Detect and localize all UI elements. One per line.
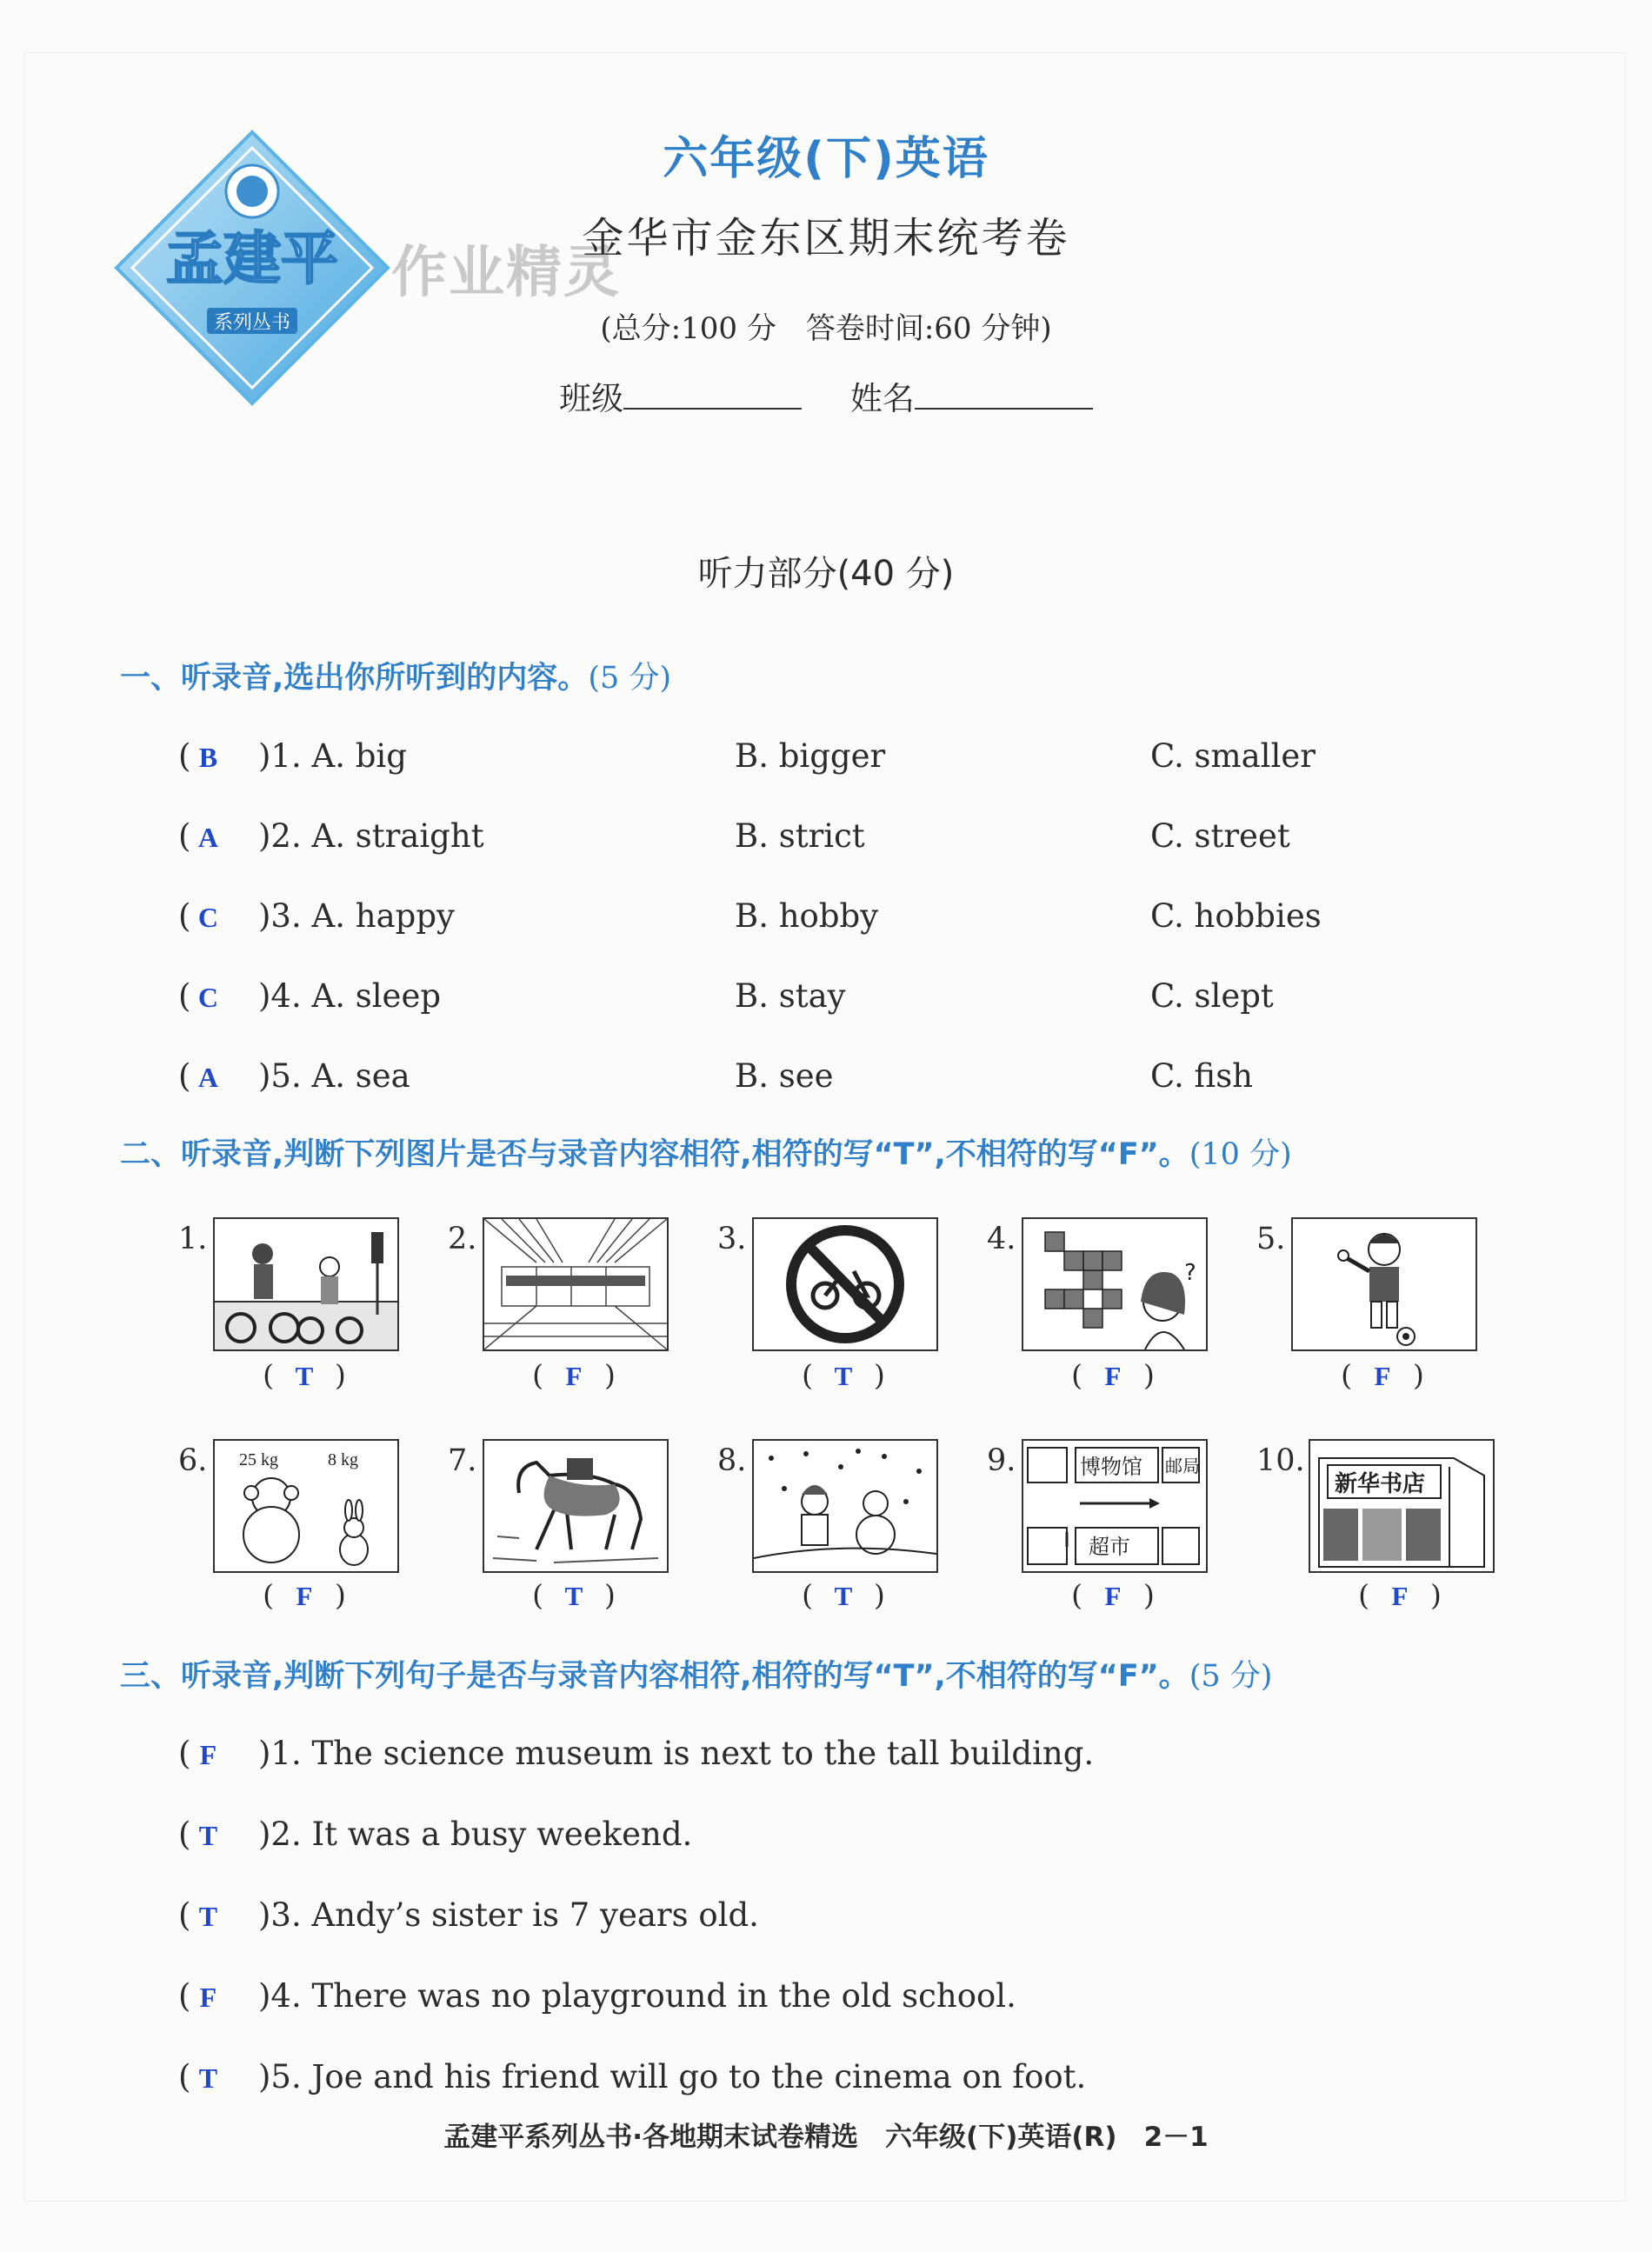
section3-title: 三、听录音,判断下列句子是否与录音内容相符,相符的写“T”,不相符的写“F”。(5 分): [120, 1659, 1273, 1694]
section3-question: [178, 1816, 1569, 1859]
option-c: C. smaller: [1150, 737, 1316, 775]
option-c: C. slept: [1150, 977, 1274, 1015]
subway-station-icon: [483, 1217, 669, 1351]
bookstore-icon: [1309, 1439, 1495, 1573]
section1-question: [178, 977, 1569, 1021]
statement-text: )1. The science museum is next to the tall building.: [258, 1735, 1095, 1772]
supermarket-label: 超市: [1089, 1535, 1130, 1559]
street-map-icon: [1022, 1439, 1208, 1573]
section1-question: [178, 737, 1569, 781]
section1-question: [178, 1057, 1569, 1101]
svg-text:?: ?: [1184, 1260, 1196, 1286]
section2-title: 二、听录音,判断下列图片是否与录音内容相符,相符的写“T”,不相符的写“F”。(10 分): [120, 1137, 1292, 1172]
answer-mark: A: [197, 1062, 218, 1093]
picture-answer: ( F ): [532, 1358, 616, 1392]
picture-answer: ( F ): [1358, 1578, 1442, 1612]
answer-paren: ( T: [178, 1896, 258, 1934]
crossword-girl-icon: [1022, 1217, 1208, 1351]
section3-question: [178, 1735, 1569, 1778]
option-a: )4. A. sleep: [258, 977, 442, 1015]
picture-answer: ( T ): [802, 1578, 885, 1612]
exam-subtitle: 金华市金东区期末统考卷: [582, 214, 1070, 263]
name-fields: [0, 372, 1652, 419]
horse-riding-icon: [483, 1439, 669, 1573]
section1-question: [178, 817, 1569, 861]
answer-paren: ( F: [178, 1977, 258, 2015]
answer-paren: ( A: [178, 817, 258, 855]
watermark: 作业精灵: [391, 241, 621, 305]
monkey-rabbit-icon: [213, 1439, 399, 1573]
option-b: B. strict: [735, 817, 865, 855]
name-blank[interactable]: [915, 376, 1093, 410]
picture-answer: ( F ): [1071, 1578, 1155, 1612]
section1-question: [178, 897, 1569, 941]
picture-answer: ( F ): [1341, 1358, 1424, 1392]
statement-text: )5. Joe and his friend will go to the cinema on foot.: [258, 2058, 1087, 2095]
option-a: )5. A. sea: [258, 1057, 410, 1095]
section3-question: [178, 1896, 1569, 1940]
answer-mark: F: [199, 1982, 217, 2013]
answer-mark: B: [198, 742, 218, 773]
name-label: 姓名: [849, 380, 915, 417]
picture-number: 3.: [717, 1222, 747, 1256]
post-office-label: 邮局: [1165, 1456, 1200, 1476]
answer-paren: ( F: [178, 1735, 258, 1772]
answer-paren: ( T: [178, 2058, 258, 2095]
answer-paren: ( B: [178, 737, 258, 775]
statement-text: )4. There was no playground in the old school.: [258, 1977, 1016, 2015]
option-b: B. hobby: [735, 897, 879, 935]
statement-text: )3. Andy’s sister is 7 years old.: [258, 1896, 759, 1934]
no-bicycle-icon: [752, 1217, 938, 1351]
picture-number: 7.: [448, 1443, 477, 1478]
statement-text: )2. It was a busy weekend.: [258, 1816, 693, 1853]
page-footer: 孟建平系列丛书·各地期末试卷精选 六年级(下)英语(R) 2－1: [443, 2122, 1209, 2153]
answer-paren: ( C: [178, 977, 258, 1015]
picture-number: 8.: [717, 1443, 747, 1478]
picture-answer: ( T ): [532, 1578, 616, 1612]
picture-answer: ( T ): [802, 1358, 885, 1392]
answer-mark: T: [198, 1901, 218, 1932]
logo-subtext: 系列丛书: [213, 312, 291, 334]
score-info: (总分:100 分 答卷时间:60 分钟): [600, 311, 1052, 346]
picture-number: 1.: [178, 1222, 208, 1256]
picture-number: 5.: [1256, 1222, 1286, 1256]
page-title: 六年级(下)英语: [663, 133, 989, 185]
picture-answer: ( F ): [1071, 1358, 1155, 1392]
picture-answer: ( T ): [263, 1358, 346, 1392]
picture-number: 2.: [448, 1222, 477, 1256]
snowman-icon: [752, 1439, 938, 1573]
section3-question: [178, 1977, 1569, 2021]
answer-mark: C: [197, 902, 218, 933]
cyclists-icon: [213, 1217, 399, 1351]
answer-paren: ( C: [178, 897, 258, 935]
option-b: B. bigger: [735, 737, 886, 775]
monkey-weight-label: 25 kg: [239, 1450, 278, 1469]
picture-number: 6.: [178, 1443, 208, 1478]
option-b: B. stay: [735, 977, 846, 1015]
option-a: )2. A. straight: [258, 817, 484, 855]
section3-question: [178, 2058, 1569, 2102]
option-c: C. street: [1150, 817, 1290, 855]
picture-number: 4.: [987, 1222, 1016, 1256]
picture-number: 9.: [987, 1443, 1016, 1478]
option-c: C. fish: [1150, 1057, 1254, 1095]
answer-mark: F: [199, 1739, 217, 1770]
part-title: 听力部分(40 分): [697, 554, 955, 594]
class-blank[interactable]: [623, 376, 802, 410]
answer-mark: C: [197, 982, 218, 1013]
option-b: B. see: [735, 1057, 834, 1095]
class-label: 班级: [559, 380, 624, 417]
answer-paren: ( T: [178, 1816, 258, 1853]
answer-mark: T: [198, 2062, 218, 2094]
option-a: )3. A. happy: [258, 897, 455, 935]
section1-title: 一、听录音,选出你所听到的内容。(5 分): [120, 661, 672, 696]
football-boy-icon: [1291, 1217, 1477, 1351]
answer-mark: T: [198, 1820, 218, 1851]
picture-number: 10.: [1256, 1443, 1305, 1478]
picture-answer: ( F ): [263, 1578, 346, 1612]
rabbit-weight-label: 8 kg: [328, 1450, 358, 1469]
answer-paren: ( A: [178, 1057, 258, 1095]
option-a: )1. A. big: [258, 737, 407, 775]
option-c: C. hobbies: [1150, 897, 1322, 935]
museum-label: 博物馆: [1080, 1455, 1142, 1479]
logo-text: 孟建平: [166, 225, 338, 292]
bookstore-sign: 新华书店: [1335, 1471, 1426, 1497]
answer-mark: A: [197, 822, 218, 853]
